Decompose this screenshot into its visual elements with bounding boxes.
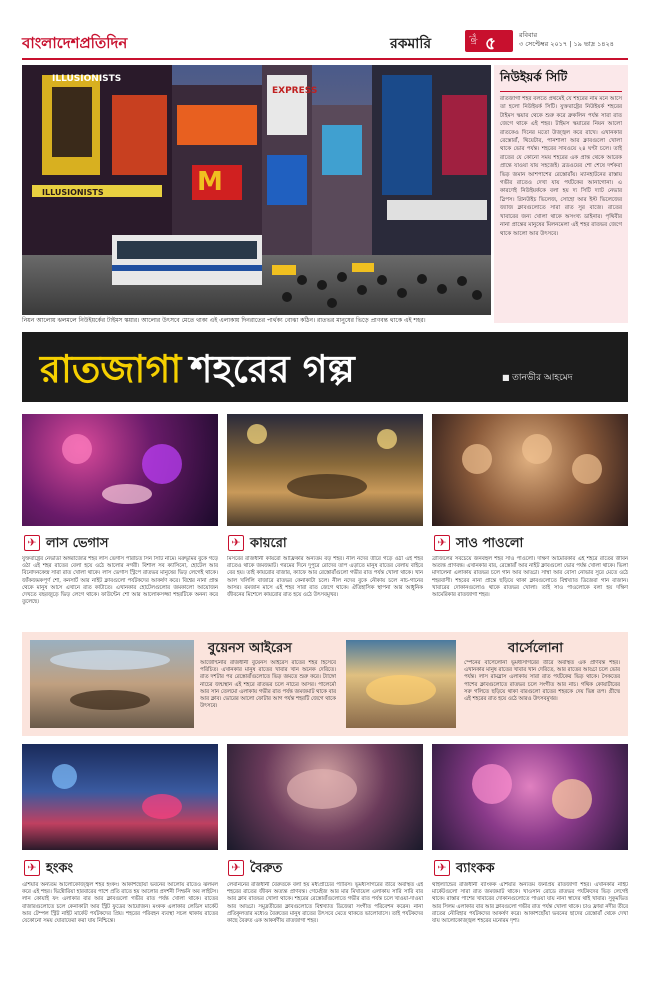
city-body-hong-kong: এশিয়ার অন্যতম আলোকোজ্জ্বল শহর হংকং। আকাশছোঁয়া ভবনের আলোয় রাতেও ঝলমল করে এই শহর। ভিক্টোরিয়া হারবারের পাশে প্রতি রাতে হয় আলোর প্রদর্শনী সিম্ফনি অব লাইটস। লান কোয়াই ফং এলাকার বার আর ক্লাবগুলো গভীর রাত পর্যন্ত খোলা থাকে। রাতের বাজারগুলোতে চলে কেনাকাটা আর স্ট্রিট ফুডের আয়োজন। মংকক এলাকার লেডিস মার্কেট আর টেম্পল স্ট্রিট নাইট মার্কেট পর্যটকদের প্রিয়। শহরের পরিবহন ব্যবস্থা সচল থাকায় রাতের যেকোনো সময় ঘোরাফেরা করা যায় নিশ্চিন্তে। [22, 882, 218, 925]
city-body-cairo: মিসরের রাজধানী কায়রো আফ্রিকার অন্যতম বড় শহর। নীল নদের তীরে গড়ে ওঠা এই শহর রাতেও থাকে জমজমাট। গরমের দিনে দুপুরে রোদের তাপ এড়াতে মানুষ রাতের বেলায় বাইরে বের হয়। তাই কায়রোর বাজার, ক্যাফে আর রেস্তোরাঁগুলো গভীর রাত পর্যন্ত খোলা থাকে। খান আল খলিলি বাজারে রাতভর কেনাকাটা চলে। নীল নদের বুকে নৌকায় চলে নাচ-গানের আসর। রমজান মাসে এই শহর সারা রাত জেগে থাকে। ঐতিহাসিক স্থাপনা আর আধুনিক জীবনের মিশেলে কায়রোর রাত হয়ে ওঠে উৎসবমুখর। [227, 556, 423, 599]
page-label: পৃষ্ঠা [469, 33, 477, 45]
photo-buenos-aires [30, 640, 194, 728]
feature-title-part1: রাতজাগা [40, 347, 182, 391]
city-body-las-vegas: যুক্তরাষ্ট্রের নেভাডা অঙ্গরাজ্যের শহর লাস ভেগাস পরিচিত সিন সিটি নামে। মরুভূমির বুকে গড়ে ওঠা এই শহর রাতের বেলা হয়ে ওঠে আলোর নগরী। বিশাল সব ক্যাসিনো, হোটেল আর বিনোদনকেন্দ্র সারা রাত খোলা থাকে। লাস ভেগাস স্ট্রিপে রাতভর মানুষের ভিড় লেগেই থাকে। জাঁকজমকপূর্ণ শো, কনসার্ট আর নাইট ক্লাবগুলো পর্যটকদের আকর্ষণ করে। বিশ্বের নানা প্রান্ত থেকে মানুষ আসে এখানে রাত কাটাতে। এখানকার হোটেলগুলোর জমকালো আয়োজন দেখতে বছরজুড়ে ভিড় লেগে থাকে। ফাউন্টেন শো আর আলোকসজ্জা শহরটিকে অনন্য করে তুলেছে। [22, 556, 218, 606]
page-number: ৫ [485, 34, 497, 54]
location-pin-icon: ✈ [24, 860, 40, 876]
city-name-sao-paulo: সাও পাওলো [456, 536, 524, 551]
photo-cairo [227, 414, 423, 526]
logo-right: প্রতিদিন [79, 34, 128, 52]
city-name-bangkok: ব্যাংকক [456, 861, 495, 876]
city-head-las-vegas [24, 533, 214, 553]
svg-text:M: M [197, 167, 223, 197]
city-head-buenos-aires [208, 638, 328, 658]
location-pin-icon: ✈ [24, 535, 40, 551]
svg-text:ILLUSIONISTS: ILLUSIONISTS [42, 188, 104, 197]
date-weekday: রবিবার [519, 31, 538, 39]
city-name-las-vegas: লাস ভেগাস [46, 536, 109, 551]
hero-caption: নিয়ন আলোয় ঝলমলে নিউইয়র্কের টাইমস স্কয়ার। আলোর উৎসবে মেতে থাকা এই এলাকায় দিনরাতের পার্থক্য বোঝা কঠিন। রাতভর মানুষের ভিড়ে প্রাণবন্ত থাকে এই শহর। [22, 317, 426, 324]
hero-photo-times-square [22, 65, 491, 315]
feature-title-part2: শহরের গল্প [190, 347, 355, 391]
location-pin-icon: ✈ [228, 535, 244, 551]
photo-las-vegas [22, 414, 218, 526]
location-pin-icon: ✈ [434, 860, 450, 876]
sidebar-newyork [494, 65, 628, 323]
city-head-beirut [228, 858, 418, 878]
photo-sao-paulo [432, 414, 628, 526]
city-body-beirut: লেবাননের রাজধানী বৈরুতকে বলা হয় মধ্যপ্রাচ্যের প্যারিস। ভূমধ্যসাগরের তীরে অবস্থিত এই শহরের রাতের জীবন অত্যন্ত প্রাণবন্ত। গেমেইজ আর মার মিখায়েল এলাকায় সারি সারি বার আর ক্লাব রাতভর খোলা থাকে। শহরের রেস্তোরাঁগুলোতে গভীর রাত পর্যন্ত চলে খাওয়া-দাওয়া আর আড্ডা। সমুদ্রতীরের ক্লাবগুলোতে বিশ্বখ্যাত ডিজেরা সংগীত পরিবেশন করেন। নানা প্রতিকূলতার মধ্যেও বৈরুতের মানুষ রাতের উৎসবে মেতে থাকতে ভালোবাসে। তাই পর্যটকদের কাছে বৈরুত এক আকর্ষণীয় রাতজাগা শহর। [227, 882, 423, 925]
city-body-buenos-aires: আর্জেন্টিনার রাজধানী বুয়েনস আইরেস রাতের শহর হিসেবে পরিচিত। এখানকার মানুষ রাতের খাবার খান অনেক দেরিতে। রাত দশটার পর রেস্তোরাঁগুলোতে ভিড় জমতে শুরু করে। ট্যাঙ্গো নাচের জন্মস্থান এই শহরে রাতভর চলে নাচের আসর। পালের্মো আর সান তেলমো এলাকায় গভীর রাত পর্যন্ত জমজমাট থাকে বার আর ক্লাব। ভোরের আলো ফোটার আগ পর্যন্ত শহরটি জেগে থাকে উৎসবে। [200, 660, 336, 710]
issue-date [519, 31, 614, 49]
sidebar-body: রাতজাগা শহর বলতে প্রথমেই যে শহরের নাম মনে আসে তা হলো নিউইয়র্ক সিটি। যুক্তরাষ্ট্রের নিউইয়র্ক শহরের টাইমস স্কয়ার থেকে শুরু করে ব্রুকলিন পর্যন্ত সারা রাত জেগে থাকে এই শহর। টাইমস স্কয়ারের নিয়ন আলো রাতকেও দিনের মতো উজ্জ্বল করে রাখে। এখানকার রেস্তোরাঁ, থিয়েটার, পানশালা আর ক্লাবগুলো খোলা থাকে ভোর পর্যন্ত। শহরের সাবওয়ে ২৪ ঘণ্টা চলে। তাই রাতের যে কোনো সময় শহরের এক প্রান্ত থেকে আরেক প্রান্তে যাওয়া যায় সহজেই। ব্রডওয়ের শো শেষে দর্শকরা ভিড় জমান আশপাশের রেস্তোরাঁয়। ম্যানহাটনের রাস্তায় গভীর রাতেও দেখা যায় পর্যটকের আনাগোনা। এ কারণেই নিউইয়র্ককে বলা হয় দ্য সিটি দ্যাট নেভার স্লিপস। গ্রিনউইচ ভিলেজ, সোহো আর ইস্ট ভিলেজের জ্যাজ ক্লাবগুলোতে সারা রাত সুর বাজে। রাতের খাবারের জন্য খোলা থাকে অসংখ্য ডাইনার। পৃথিবীর নানা প্রান্তের মানুষের মিলনমেলা এই শহর রাতভর জেগে থাকে আলো আর উৎসবে। [500, 96, 622, 237]
photo-beirut [227, 744, 423, 850]
section-name: রকমারি [390, 36, 432, 52]
newspaper-logo[interactable] [22, 32, 127, 57]
location-pin-icon: ✈ [228, 860, 244, 876]
city-name-barcelona: বার্সেলোনা [508, 641, 564, 656]
city-head-barcelona [508, 638, 618, 658]
photo-bangkok [432, 744, 628, 850]
city-name-cairo: কায়রো [250, 536, 287, 551]
photo-hong-kong [22, 744, 218, 850]
sidebar-title: নিউইয়র্ক সিটি [500, 69, 622, 92]
svg-text:EXPRESS: EXPRESS [272, 86, 318, 96]
city-name-buenos-aires: বুয়েনস আইরেস [208, 641, 292, 656]
city-body-bangkok: থাইল্যান্ডের রাজধানী ব্যাংকক এশিয়ার অন্যতম জনপ্রিয় রাতজাগা শহর। এখানকার নাইট মার্কেটগুলো সারা রাত জমজমাট থাকে। খাওসান রোডে রাতভর পর্যটকদের ভিড় লেগেই থাকে। রাস্তার পাশের খাবারের দোকানগুলোতে পাওয়া যায় নানা স্বাদের থাই খাবার। সুকুমভিত আর সিলম এলাকার বার আর ক্লাবগুলো গভীর রাত পর্যন্ত খোলা থাকে। চাও ফ্রায়া নদীর তীরে রাতের নৌবিহার পর্যটকদের আকর্ষণ করে। আকাশছোঁয়া ভবনের ছাদের রেস্তোরাঁ থেকে দেখা যায় আলোকোজ্জ্বল শহরের মনোরম দৃশ্য। [432, 882, 628, 925]
city-body-barcelona: স্পেনের বার্সেলোনা ভূমধ্যসাগরের তীরে অবস্থিত এক প্রাণবন্ত শহর। এখানকার মানুষ রাতের খাবার খান দেরিতে, আর রাতের আড্ডা চলে ভোর পর্যন্ত। লাস রামব্লাস এলাকায় সারা রাত পর্যটকের ভিড় থাকে। সৈকতের পাশের ক্লাবগুলোতে রাতভর চলে সংগীত আর নাচ। গথিক কোয়ার্টারের সরু গলিতে ছড়িয়ে থাকা বারগুলো রাতের শহরকে দেয় ভিন্ন রূপ। গ্রীষ্মে এই শহরের রাত হয়ে ওঠে আরও উৎসবমুখর। [464, 660, 620, 703]
city-head-sao-paulo [434, 533, 624, 553]
city-head-hong-kong [24, 858, 214, 878]
city-name-hong-kong: হংকং [46, 861, 74, 876]
photo-barcelona [346, 640, 456, 728]
author-byline: ■ তানভীর আহমেদ [502, 370, 573, 385]
location-pin-icon: ✈ [434, 535, 450, 551]
city-head-bangkok [434, 858, 624, 878]
hero-illustration [22, 65, 491, 315]
feature-title-band [22, 332, 628, 402]
city-name-beirut: বৈরুত [250, 861, 283, 876]
logo-left: বাংলাদেশ [22, 34, 80, 52]
city-head-cairo [228, 533, 418, 553]
city-body-sao-paulo: ব্রাজিলের সবচেয়ে জনবহুল শহর সাও পাওলো। দক্ষিণ আমেরিকার এই শহরে রাতের জীবন অত্যন্ত প্রাণবন্ত। এখানকার বার, রেস্তোরাঁ আর নাইট ক্লাবগুলো ভোর পর্যন্ত খোলা থাকে। ভিলা মাদালেনা এলাকায় রাতভর চলে গান আর আড্ডা। সাম্বা আর বোসা নোভার সুরে মেতে ওঠে শহরবাসী। শহরের নানা প্রান্তে ছড়িয়ে থাকা ক্লাবগুলোতে বিশ্বখ্যাত ডিজেরা গান বাজান। খাবারের দোকানগুলোও থাকে রাতভর খোলা। তাই সাও পাওলোকে বলা হয় দক্ষিণ আমেরিকার রাতজাগা শহর। [432, 556, 628, 599]
date-full: ৩ সেপ্টেম্বর ২০১৭ | ১৯ ভাদ্র ১৪২৪ [519, 40, 614, 48]
page-number-box [465, 30, 513, 52]
masthead [22, 30, 628, 56]
masthead-rule [22, 58, 628, 60]
svg-text:ILLUSIONISTS: ILLUSIONISTS [52, 74, 122, 84]
